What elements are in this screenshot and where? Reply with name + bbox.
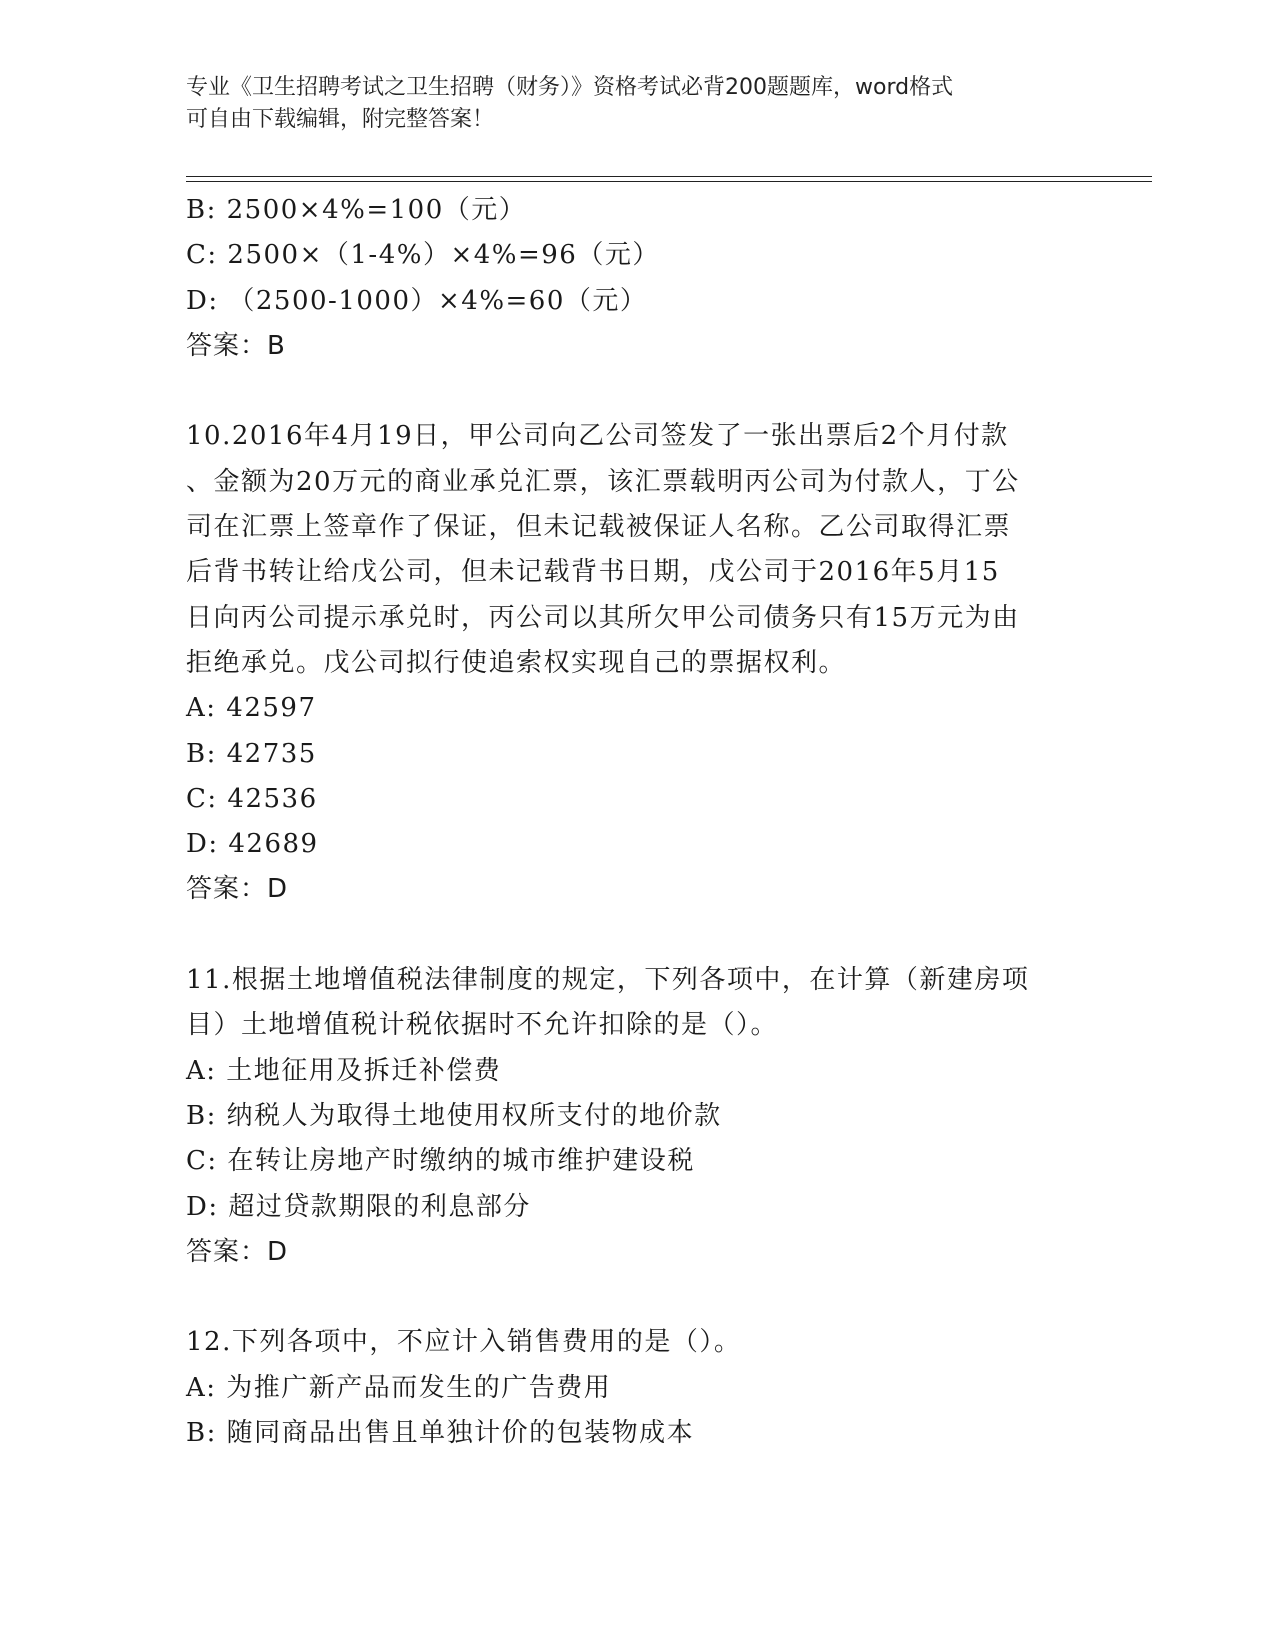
- q10-option-a: A: 42597: [186, 693, 317, 724]
- q9-option-c: C: 2500×（1-4%）×4%=96（元）: [186, 240, 660, 271]
- q11-option-c: C: 在转让房地产时缴纳的城市维护建设税: [186, 1146, 695, 1177]
- header-divider-bottom: [186, 181, 1152, 182]
- q10-option-d: D: 42689: [186, 829, 319, 860]
- q10-stem-line: 、金额为20万元的商业承兑汇票，该汇票载明丙公司为付款人，丁公: [186, 466, 1020, 497]
- q10-stem-line: 10.2016年4月19日，甲公司向乙公司签发了一张出票后2个月付款: [186, 421, 1009, 452]
- question-10: [186, 414, 1086, 912]
- q11-answer: 答案：D: [186, 1236, 289, 1267]
- page-header: [186, 72, 1066, 136]
- q12-option-b: B: 随同商品出售且单独计价的包装物成本: [186, 1418, 695, 1449]
- spacer: [186, 369, 1086, 414]
- q9-option-d: D: （2500-1000）×4%=60（元）: [186, 285, 648, 316]
- q10-option-b: B: 42735: [186, 738, 317, 769]
- q11-option-d: D: 超过贷款期限的利息部分: [186, 1191, 531, 1222]
- header-title-line-2: 可自由下载编辑，附完整答案！: [186, 107, 495, 132]
- q9-answer: 答案：B: [186, 330, 286, 361]
- q11-option-a: A: 土地征用及拆迁补偿费: [186, 1055, 502, 1086]
- q11-stem-line: 11.根据土地增值税法律制度的规定，下列各项中，在计算（新建房项: [186, 965, 1030, 996]
- q12-option-a: A: 为推广新产品而发生的广告费用: [186, 1372, 612, 1403]
- q10-stem-line: 拒绝承兑。戊公司拟行使追索权实现自己的票据权利。: [186, 647, 847, 678]
- header-divider-top: [186, 176, 1152, 177]
- question-content: [186, 188, 1086, 1456]
- question-9: [186, 188, 1086, 369]
- q10-stem-line: 司在汇票上签章作了保证，但未记载被保证人名称。乙公司取得汇票: [186, 512, 1012, 543]
- q10-option-c: C: 42536: [186, 783, 318, 814]
- q10-stem-line: 日向丙公司提示承兑时，丙公司以其所欠甲公司债务只有15万元为由: [186, 602, 1020, 633]
- q10-stem-line: 后背书转让给戊公司，但未记载背书日期，戊公司于2016年5月15: [186, 557, 1000, 588]
- q11-stem-line: 目）土地增值税计税依据时不允许扣除的是（）。: [186, 1010, 779, 1041]
- spacer: [186, 913, 1086, 958]
- q12-stem-line: 12.下列各项中，不应计入销售费用的是（）。: [186, 1327, 742, 1358]
- header-title-line-1: 专业《卫生招聘考试之卫生招聘（财务）》资格考试必背200题题库，word格式: [186, 75, 954, 100]
- spacer: [186, 1275, 1086, 1320]
- q10-answer: 答案：D: [186, 874, 289, 905]
- q11-option-b: B: 纳税人为取得土地使用权所支付的地价款: [186, 1100, 722, 1131]
- question-11: [186, 958, 1086, 1275]
- q9-option-b: B: 2500×4%=100（元）: [186, 195, 527, 225]
- question-12: [186, 1320, 1086, 1456]
